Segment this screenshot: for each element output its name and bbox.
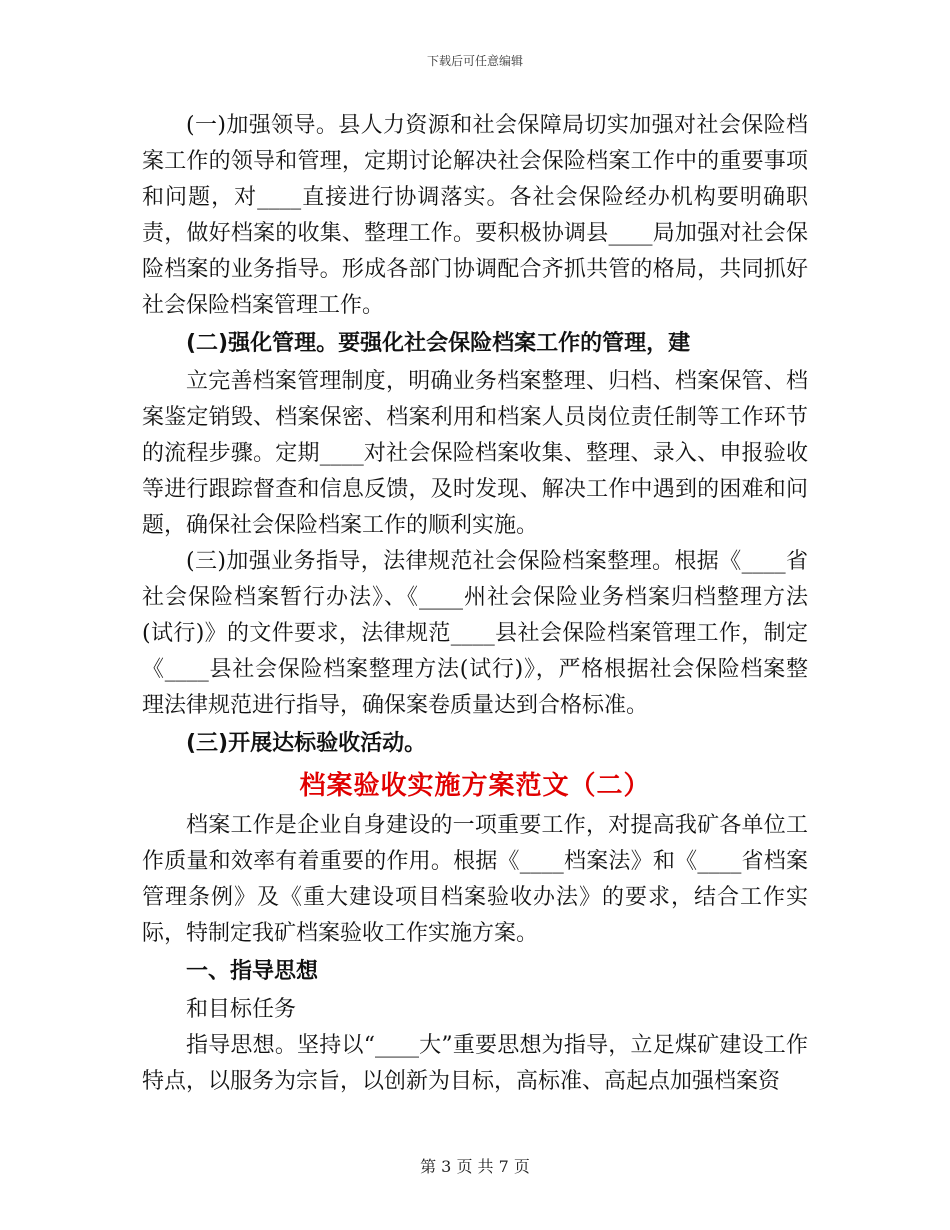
paragraph-intro: 档案工作是企业自身建设的一项重要工作，对提高我矿各单位工作质量和效率有着重要的作用。根据《____档案法》和《____省档案管理条例》及《重大建设项目档案验收办法》的要求，结合工作实际，特制定我矿档案验收工作实施方案。 (142, 813, 808, 946)
paragraph-leadership: (一)加强领导。县人力资源和社会保障局切实加强对社会保险档案工作的领导和管理，定期讨论解决社会保险档案工作中的重要事项和问题，对____直接进行协调落实。各社会保险经办机构要明确职责，做好档案的收集、整理工作。要积极协调县____局加强对社会保险档案的业务指导。形成各部门协调配合齐抓共管的格局，共同抓好社会保险档案管理工作。 (142, 113, 808, 318)
heading-acceptance-activities: (三)开展达标验收活动。 (186, 731, 427, 756)
heading-guiding-ideology: 一、指导思想 (186, 959, 319, 984)
paragraph-guiding-thought: 指导思想。坚持以“____大”重要思想为指导，立足煤矿建设工作特点，以服务为宗旨，以创新为目标，高标准、高起点加强档案资 (142, 1033, 808, 1094)
paragraph-business-guidance: (三)加强业务指导，法律规范社会保险档案整理。根据《____省社会保险档案暂行办法》、《____州社会保险业务档案归档整理方法(试行)》的文件要求，法律规范____县社会保险档案管理工作，制定《____县社会保险档案整理方法(试行)》，严格根据社会保险档案整理法律规范进行指导，确保案卷质量达到合格标准。 (142, 549, 808, 718)
document-body (142, 108, 808, 1100)
heading-strengthen-management: (二)强化管理。要强化社会保险档案工作的管理，建 (186, 331, 691, 356)
page-footer: 第 3 页 共 7 页 (420, 1157, 530, 1176)
section-title: 档案验收实施方案范文（二） (299, 771, 651, 801)
page-header: 下载后可任意编辑 (426, 54, 523, 68)
paragraph-goals: 和目标任务 (186, 997, 297, 1022)
paragraph-management-system: 立完善档案管理制度，明确业务档案整理、归档、档案保管、档案鉴定销毁、档案保密、档案利用和档案人员岗位责任制等工作环节的流程步骤。定期____对社会保险档案收集、整理、录入、申报验收等进行跟踪督查和信息反馈，及时发现、解决工作中遇到的困难和问题，确保社会保险档案工作的顺利实施。 (142, 369, 808, 538)
